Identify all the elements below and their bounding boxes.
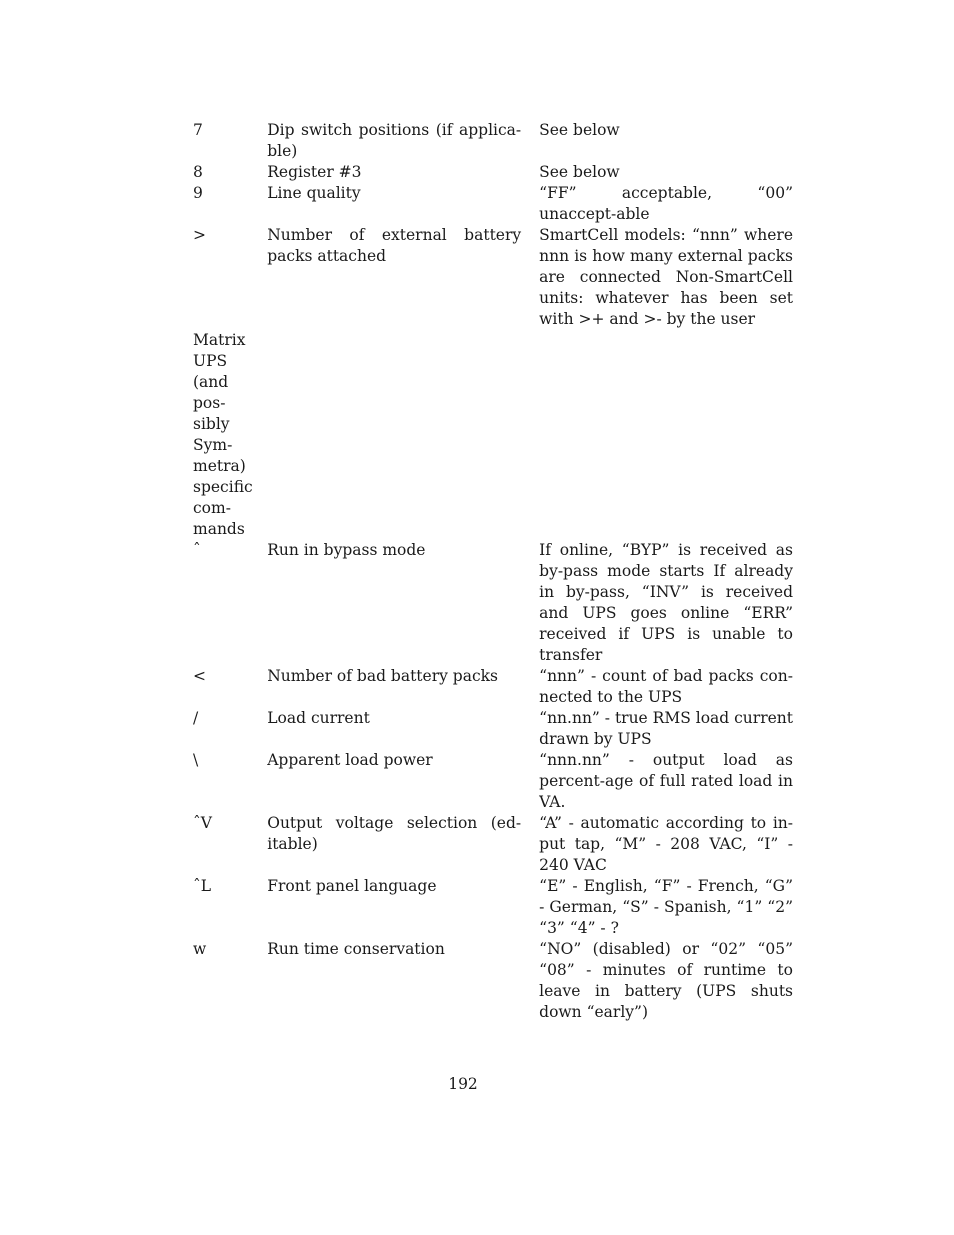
command-cell: ˆV [193,814,212,832]
description-cell: Dip switch positions (if applica-ble) [267,121,522,160]
description-cell: Line quality [267,184,361,202]
command-cell: < [193,667,206,685]
command-table-body [193,120,793,1023]
table-row [193,162,793,183]
return-value-cell: “nnn” - count of bad packs con-nected to the UPS [539,667,793,706]
return-value-cell: See below [539,121,620,139]
empty-cell [267,330,539,540]
return-value-cell: SmartCell models: “nnn” where nnn is how many external packs are connected Non-SmartCell units: whatever has been set with >+ and >- by the user [539,226,793,328]
command-cell: w [193,940,207,958]
section-heading: Matrix UPS (and pos-sibly Sym-metra) specific com-mands [193,331,253,538]
return-value-cell: See below [539,163,620,181]
return-value-cell: “FF” acceptable, “00” unaccept-able [539,184,793,223]
command-cell: / [193,709,199,727]
table-row [193,666,793,708]
description-cell: Register #3 [267,163,362,181]
table-row [193,750,793,813]
description-cell: Load current [267,709,370,727]
table-row [193,876,793,939]
description-cell: Run in bypass mode [267,541,426,559]
return-value-cell: If online, “BYP” is received as by-pass mode starts If already in by-pass, “INV” is received and UPS goes online “ERR” received if UPS is unable to transfer [539,541,793,664]
table-row [193,939,793,1023]
description-cell: Front panel language [267,877,437,895]
table-row [193,708,793,750]
empty-cell [539,330,793,540]
command-cell: 7 [193,121,203,139]
return-value-cell: “NO” (disabled) or “02” “05” “08” - minutes of runtime to leave in battery (UPS shuts down “early”) [539,940,793,1021]
command-cell: ˆL [193,877,212,895]
command-cell: 9 [193,184,203,202]
description-cell: Run time conservation [267,940,445,958]
return-value-cell: “E” - English, “F” - French, “G” - German, “S” - Spanish, “1” “2” “3” “4” - ? [539,877,793,937]
command-table [193,120,793,1023]
command-cell: ˆ [193,541,201,559]
table-row [193,225,793,330]
table-row [193,120,793,162]
command-cell: \ [193,751,199,769]
return-value-cell: “nn.nn” - true RMS load current drawn by UPS [539,709,793,748]
table-row [193,183,793,225]
command-cell: 8 [193,163,203,181]
command-cell: > [193,226,206,244]
return-value-cell: “nnn.nn” - output load as percent-age of full rated load in VA. [539,751,793,811]
table-row [193,540,793,666]
description-cell: Number of bad battery packs [267,667,498,685]
page-number: 192 [448,1075,478,1093]
return-value-cell: “A” - automatic according to in-put tap, “M” - 208 VAC, “I” - 240 VAC [539,814,793,874]
description-cell: Apparent load power [267,751,433,769]
section-heading-cell [193,330,267,540]
table-row [193,813,793,876]
description-cell: Output voltage selection (ed-itable) [267,814,522,853]
description-cell: Number of external battery packs attached [267,226,522,265]
section-heading-row [193,330,793,540]
